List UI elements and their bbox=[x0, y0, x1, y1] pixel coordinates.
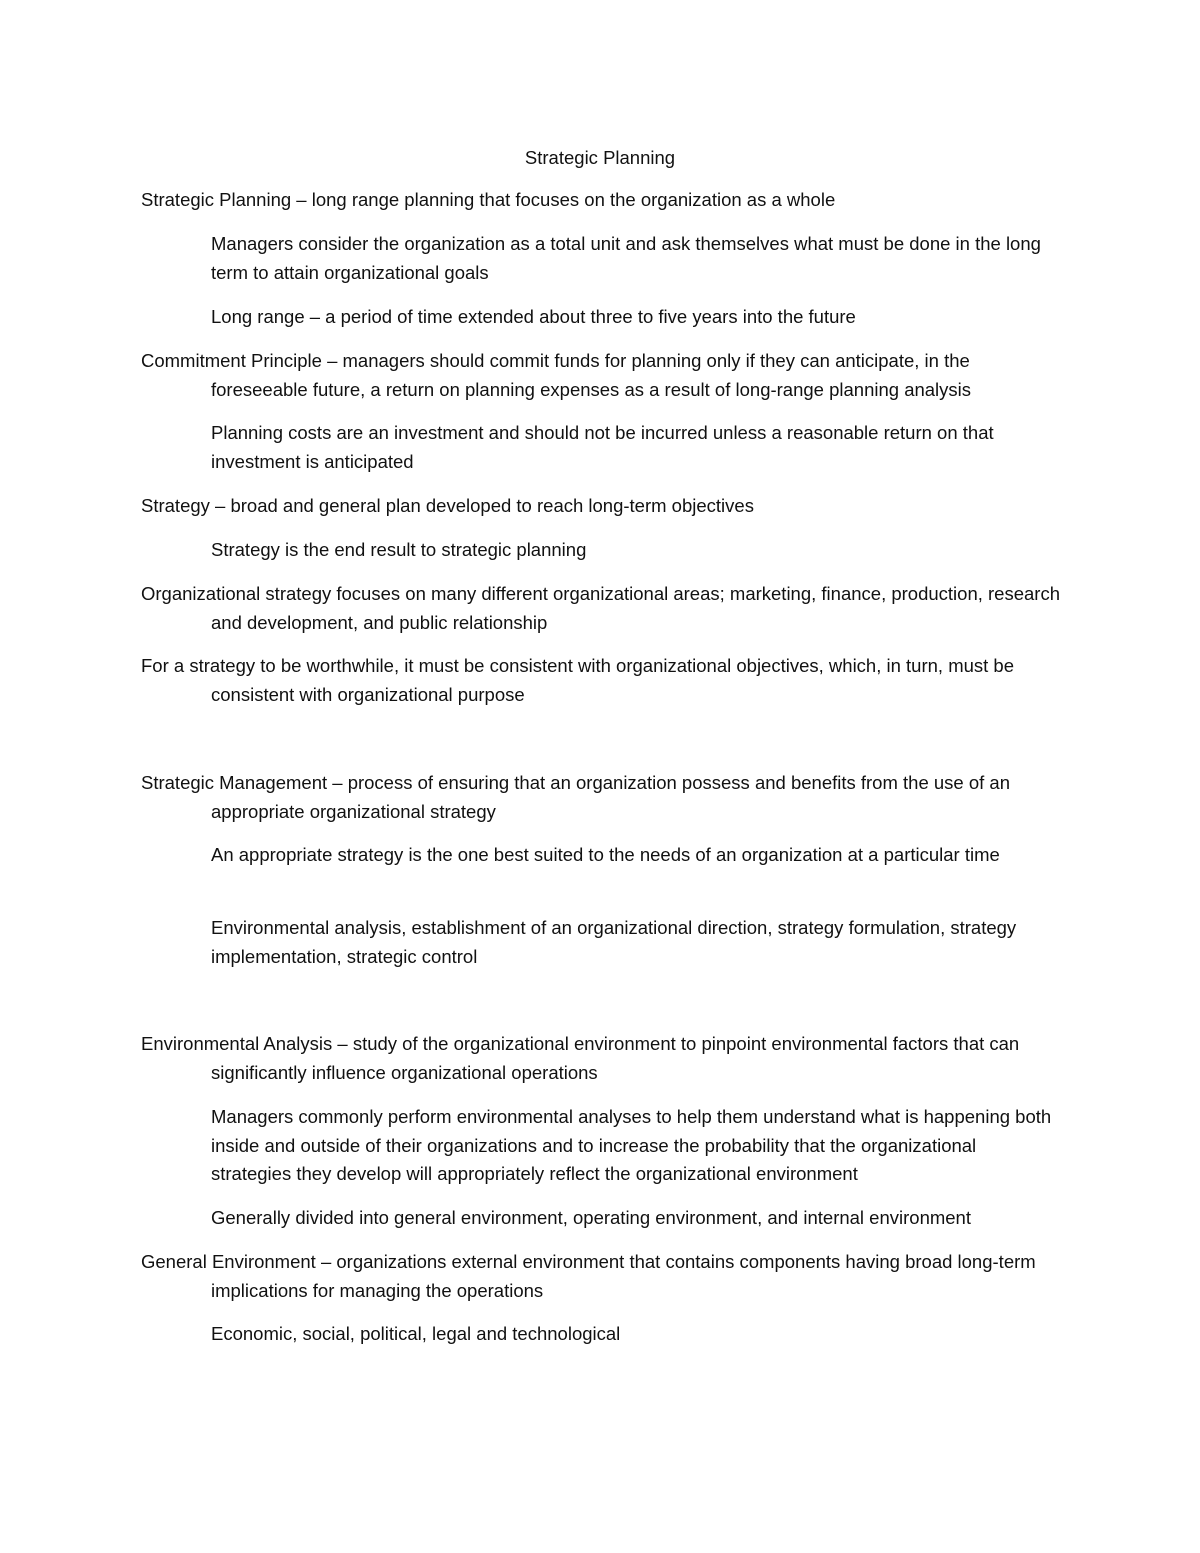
detail-environmental-analysis-steps: Environmental analysis, establishment of an organizational direction, strategy formulation, strategy implementation, strategic control bbox=[211, 917, 1017, 967]
detail-generally-divided: Generally divided into general environment, operating environment, and internal environment bbox=[211, 1207, 971, 1228]
detail-economic-social: Economic, social, political, legal and technological bbox=[211, 1323, 621, 1344]
detail-managers-perform-analyses: Managers commonly perform environmental analyses to help them understand what is happening both inside and outside of their organizations and to increase the probability that the organizational strategies they develop will appropriately reflect the organizational environment bbox=[211, 1106, 1052, 1184]
paragraph-strategy-worthwhile: For a strategy to be worthwhile, it must be consistent with organizational objectives, which, in turn, must be consistent with organizational purpose bbox=[141, 655, 1014, 705]
definition-commitment-principle: Commitment Principle – managers should commit funds for planning only if they can anticipate, in the foreseeable future, a return on planning expenses as a result of long-range planning analysis bbox=[141, 350, 972, 400]
definition-strategic-management: Strategic Management – process of ensuring that an organization possess and benefits from the use of an appropriate organizational strategy bbox=[141, 772, 1010, 822]
detail-managers-consider: Managers consider the organization as a total unit and ask themselves what must be done in the long term to attain organizational goals bbox=[211, 233, 1041, 283]
detail-planning-costs: Planning costs are an investment and should not be incurred unless a reasonable return on that investment is anticipated bbox=[211, 422, 994, 472]
definition-environmental-analysis: Environmental Analysis – study of the organizational environment to pinpoint environmental factors that can significantly influence organizational operations bbox=[141, 1033, 1020, 1083]
definition-strategic-planning: Strategic Planning – long range planning that focuses on the organization as a whole bbox=[141, 189, 836, 210]
paragraph-organizational-strategy: Organizational strategy focuses on many different organizational areas; marketing, finance, production, research and development, and public relationship bbox=[141, 583, 1061, 633]
detail-appropriate-strategy: An appropriate strategy is the one best suited to the needs of an organization at a particular time bbox=[211, 844, 1000, 865]
document-title: Strategic Planning bbox=[524, 147, 676, 168]
definition-strategy: Strategy – broad and general plan developed to reach long-term objectives bbox=[141, 495, 754, 516]
detail-long-range: Long range – a period of time extended about three to five years into the future bbox=[211, 306, 856, 327]
detail-strategy-end-result: Strategy is the end result to strategic planning bbox=[211, 539, 587, 560]
definition-general-environment: General Environment – organizations external environment that contains components having broad long-term implications for managing the operations bbox=[141, 1251, 1036, 1301]
